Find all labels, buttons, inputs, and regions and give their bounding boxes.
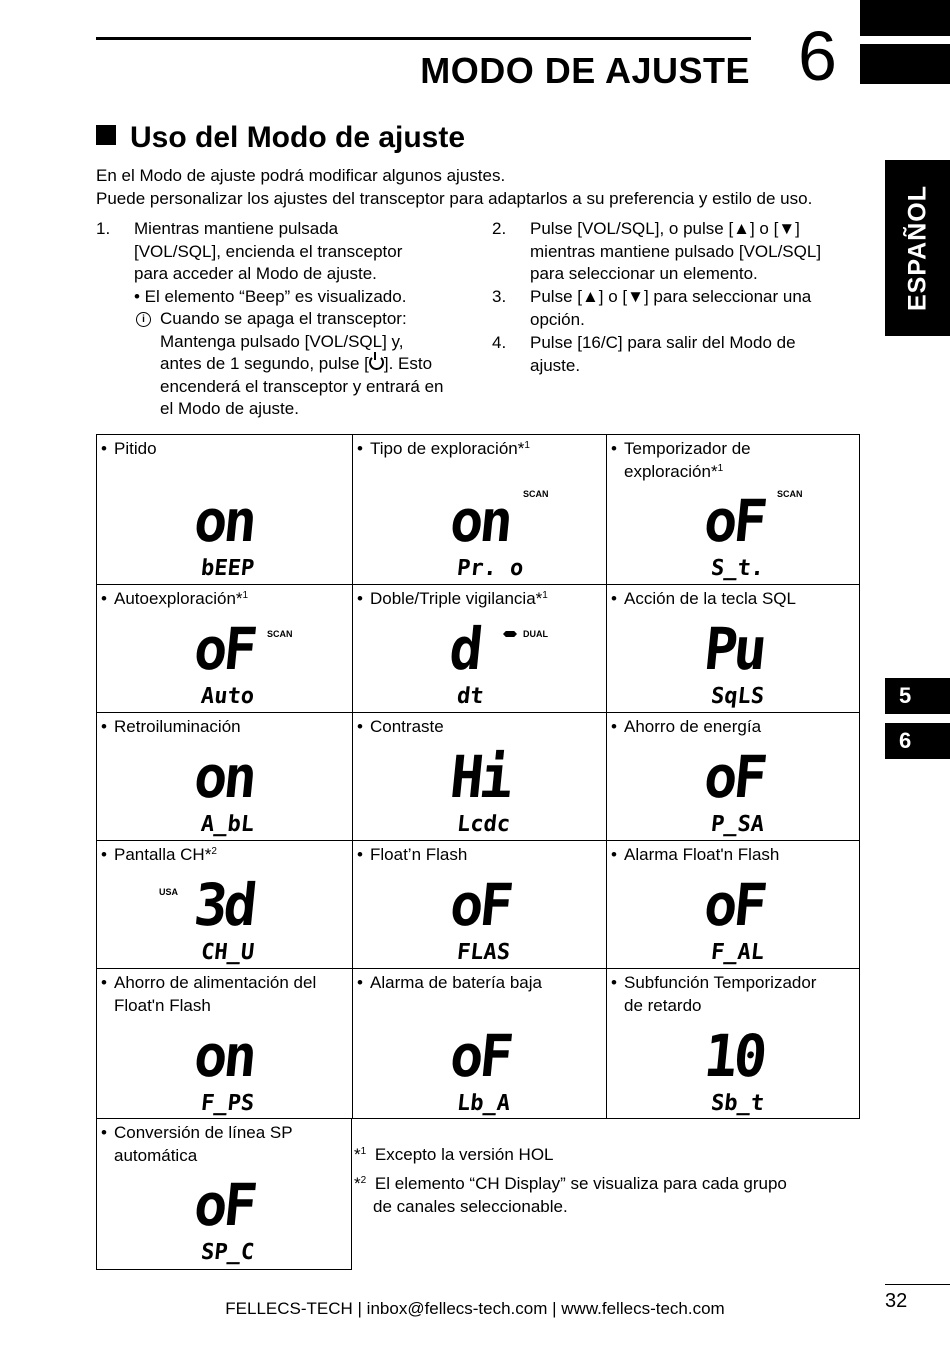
settings-cell [97, 841, 353, 969]
lcd-value: oF [447, 871, 513, 939]
settings-cell [97, 1119, 351, 1269]
setting-label: • Float’n Flash [357, 845, 468, 864]
section-heading: Uso del Modo de ajuste [96, 121, 465, 155]
info-icon: i [136, 312, 151, 327]
lcd-value: oF [701, 743, 767, 811]
settings-cell [353, 969, 607, 1120]
lcd-value: on [191, 1022, 257, 1090]
language-tab [885, 160, 950, 336]
settings-cell [97, 435, 353, 585]
settings-cell [607, 969, 861, 1120]
setting-label: • Contraste [357, 717, 444, 736]
lcd-item-code: Lb_A [455, 1091, 512, 1116]
bullet-icon: • [357, 439, 363, 458]
lcd-item-code: F_AL [709, 940, 766, 965]
lcd-item-code: CH_U [199, 940, 256, 965]
bullet-icon: • [101, 973, 107, 992]
setting-label: • Subfunción Temporizador de retardo [611, 973, 817, 1015]
setting-label: • Tipo de exploración*$^1$ [357, 439, 530, 458]
page-number-rule [885, 1284, 950, 1285]
bullet-icon: • [101, 439, 107, 458]
settings-cell [97, 585, 353, 713]
settings-cell [97, 713, 353, 841]
chapter-number: 6 [798, 17, 837, 95]
bullet-icon: • [611, 717, 617, 736]
setting-label: • Alarma Float'n Flash [611, 845, 780, 864]
lcd-dash-segment [503, 631, 517, 637]
lcd-value: oF [701, 487, 767, 555]
bullet-icon: • [611, 589, 617, 608]
bullet-icon: • [357, 845, 363, 864]
settings-cell [607, 435, 861, 585]
lcd-item-code: P_SA [709, 812, 766, 837]
lcd-indicator: SCAN [777, 489, 803, 499]
bullet-icon: • [357, 717, 363, 736]
lcd-indicator: SCAN [523, 489, 549, 499]
bullet-icon: • [611, 845, 617, 864]
lcd-item-code: dt [455, 684, 485, 709]
chapter-tab-block [860, 0, 950, 36]
section-tab-5: 5 [885, 678, 950, 714]
setting-label: • Conversión de línea SP automática [101, 1123, 293, 1165]
lcd-value: on [191, 743, 257, 811]
lcd-value: Hi [447, 743, 513, 811]
power-icon [369, 355, 384, 370]
setting-label: • Ahorro de alimentación del Float'n Flash [101, 973, 317, 1015]
lcd-item-code: F_PS [199, 1091, 256, 1116]
lcd-value: 10 [701, 1022, 767, 1090]
setting-label: • Temporizador de exploración*$^1$ [611, 439, 751, 481]
lcd-item-code: SqLS [709, 684, 766, 709]
lcd-indicator: USA [159, 887, 179, 897]
setting-label: • Doble/Triple vigilancia*$^1$ [357, 589, 548, 608]
lcd-item-code: bEEP [199, 556, 256, 581]
settings-cell [607, 713, 861, 841]
bullet-icon: • [101, 845, 107, 864]
header-rule [96, 37, 751, 40]
lcd-value: on [191, 487, 257, 555]
lcd-item-code: SP_C [199, 1240, 256, 1265]
step-1: 1. Mientras mantiene pulsada [VOL/SQL], encienda el transceptor para acceder al Modo de ajuste. • El elemento “Beep” es visualizado. [96, 219, 407, 306]
lcd-value: oF [447, 1022, 513, 1090]
chapter-title: MODO DE AJUSTE [420, 50, 750, 91]
lcd-item-code: Auto [199, 684, 256, 709]
lcd-item-code: FLAS [455, 940, 512, 965]
square-bullet-icon [96, 125, 116, 145]
lcd-value: Pu [701, 615, 767, 683]
bullet-icon: • [101, 1123, 107, 1142]
intro-text: En el Modo de ajuste podrá modificar algunos ajustes. Puede personalizar los ajustes del transceptor para adaptarlos a su preferencia y estilo de uso. [96, 166, 813, 208]
setting-label: • Autoexploración*$^1$ [101, 589, 249, 608]
bullet-icon: • [357, 589, 363, 608]
lcd-item-code: Lcdc [455, 812, 512, 837]
lcd-item-code: Sb_t [709, 1091, 766, 1116]
setting-label: • Acción de la tecla SQL [611, 589, 796, 608]
footnote-2: *$^2$ El elemento “CH Display” se visualiza para cada grupo de canales seleccionable. [354, 1174, 787, 1216]
lcd-item-code: S_t. [709, 556, 766, 581]
section-tab-6: 6 [885, 723, 950, 759]
footer-text: FELLECS-TECH | inbox@fellecs-tech.com | www.fellecs-tech.com [225, 1299, 725, 1318]
settings-cell [97, 969, 353, 1120]
chapter-tab-block [860, 44, 950, 84]
lcd-item-code: A_bL [199, 812, 256, 837]
lcd-value: 3d [191, 871, 257, 939]
lcd-item-code: Pr. o [455, 556, 525, 581]
lcd-value: oF [701, 871, 767, 939]
settings-cell [353, 841, 607, 969]
language-tab-label: ESPAÑOL [903, 185, 931, 311]
lcd-indicator: SCAN [267, 629, 293, 639]
lcd-indicator: DUAL [523, 629, 548, 639]
bullet-icon: • [611, 439, 617, 458]
page-number: 32 [885, 1290, 908, 1312]
lcd-value: d [446, 615, 483, 683]
settings-grid [96, 434, 860, 1119]
bullet-icon: • [101, 717, 107, 736]
settings-cell [353, 435, 607, 585]
bullet-icon: • [611, 973, 617, 992]
footnote-1: *$^1$ Excepto la versión HOL [354, 1145, 554, 1164]
settings-cell [96, 1118, 352, 1270]
settings-cell [607, 585, 861, 713]
setting-label: • Alarma de batería baja [357, 973, 542, 992]
setting-label: • Retroiluminación [101, 717, 241, 736]
settings-cell [353, 713, 607, 841]
settings-cell [353, 585, 607, 713]
lcd-value: oF [191, 615, 257, 683]
settings-cell [607, 841, 861, 969]
setting-label: • Pantalla CH*$^2$ [101, 845, 217, 864]
lcd-value: oF [191, 1171, 257, 1239]
bullet-icon: • [101, 589, 107, 608]
setting-label: • Pitido [101, 439, 157, 458]
bullet-icon: • [357, 973, 363, 992]
lcd-value: on [447, 487, 513, 555]
setting-label: • Ahorro de energía [611, 717, 762, 736]
